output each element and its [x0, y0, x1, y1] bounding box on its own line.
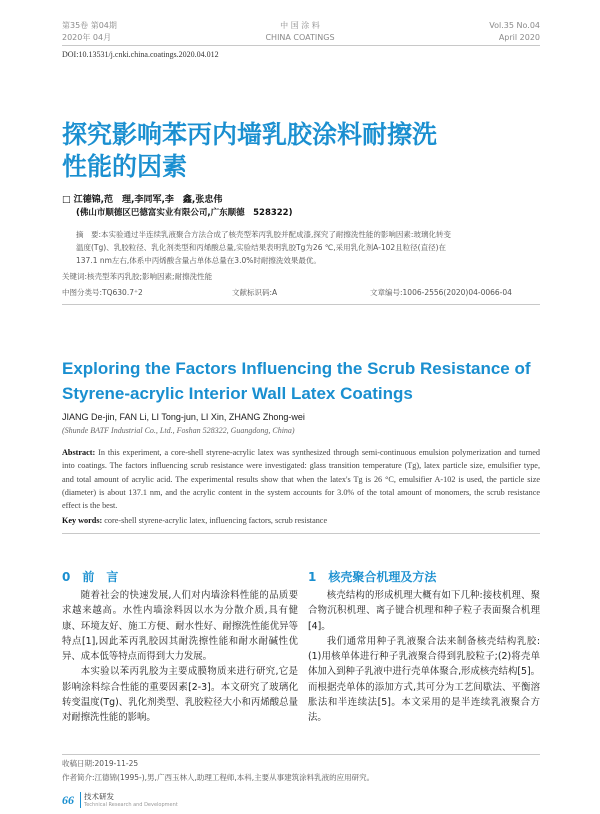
authors-cn: □ 江德锦,范 理,李同军,李 鑫,张忠伟 [62, 195, 223, 205]
abstract-rule [62, 304, 540, 305]
header-vol-issue-cn: 第35卷 第04期 [62, 21, 117, 30]
section-1-heading: 1 核壳聚合机理及方法 [308, 570, 437, 584]
keywords-en [62, 514, 540, 527]
header-journal-cn: 中 国 涂 料 [280, 21, 320, 30]
title-en-line1: Exploring the Factors Influencing the Scrub Resistance of [62, 359, 531, 378]
header-vol-issue-en: Vol.35 No.04 [489, 21, 540, 30]
header-date-en: April 2020 [498, 33, 540, 42]
footer-divider [80, 792, 81, 808]
doi: DOI:10.13531/j.cnki.china.coatings.2020.04.012 [62, 50, 219, 59]
header-journal-en: CHINA COATINGS [265, 33, 335, 42]
article-number: 文章编号:1006-2556(2020)04-0066-04 [370, 288, 512, 297]
title-cn-line2: 性能的因素 [62, 152, 188, 181]
header-date-cn: 2020年 04月 [62, 33, 112, 42]
section-1-paragraph-1: 核壳结构的形成机理大概有如下几种:接枝机理、聚合物沉积机理、离子键合机理和种子粒子表面聚合机理[4]。 [308, 590, 540, 632]
affiliation-en: (Shunde BATF Industrial Co., Ltd., Foshan 528322, Guangdong, China) [62, 426, 295, 435]
footer-journal-en: Technical Research and Development [84, 802, 178, 808]
title-en-line2: Styrene-acrylic Interior Wall Latex Coatings [62, 384, 413, 403]
abstract-cn-line2: 温度(Tg)、乳胶粒径、乳化剂类型和丙烯酸总量,实验结果表明乳胶Tg为26 ℃,采用乳化剂A-102且粒径(直径)在 [76, 243, 446, 252]
authors-en: JIANG De-jin, FAN Li, LI Tong-jun, LI Xin, ZHANG Zhong-wei [62, 412, 305, 422]
title-cn-line1: 探究影响苯丙内墙乳胶涂料耐擦洗 [62, 120, 438, 149]
keywords-cn: 关键词:核壳型苯丙乳胶;影响因素;耐擦洗性能 [62, 272, 213, 281]
keywords-en-text: core-shell styrene-acrylic latex, influencing factors, scrub resistance [104, 516, 328, 525]
author-bio: 作者简介:江德锦(1995-),男,广西玉林人,助理工程师,本科,主要从事建筑涂料乳液的应用研究。 [62, 773, 375, 782]
abstract-en-text: In this experiment, a core-shell styrene-acrylic latex was synthesized through semi-continuous emulsion polymerization and turned into coatings. The factors influencing scrub resistance were investigated: glass transition temperature (Tg), latex particle size, emulsifier type, and total amount of acrylic acid. The experimental results show that when the latex's Tg is 26 °C, emulsifier A-102 is used, the particle size (diameter) is about 137.1 nm, and the acrylic content in the system accounts for 3.0% of the total amount of monomers, the scrub resistance effect is the best. [62, 448, 540, 511]
header-rule [62, 45, 540, 46]
keywords-en-label: Key words: [62, 516, 103, 525]
abstract-cn [76, 228, 546, 267]
abstract-cn-line3: 137.1 nm左右,体系中丙烯酸含量占单体总量在3.0%时耐擦洗效果最优。 [76, 256, 321, 265]
section-0-heading: 0 前 言 [62, 570, 119, 584]
abstract-en [62, 446, 540, 512]
section-1-body [308, 588, 540, 726]
clc-number: 中图分类号:TQ630.7⁺2 [62, 288, 143, 297]
footer-journal-cn: 技术研发 [84, 792, 114, 801]
section-0-body [62, 588, 298, 726]
footnote-rule [62, 754, 540, 755]
section-0-paragraph-2: 本实验以苯丙乳胶为主要成膜物质来进行研究,它是影响涂料综合性能的重要因素[2-3]。本文研究了玻璃化转变温度(Tg)、乳化剂类型、乳胶粒径大小和丙烯酸总量对耐擦洗性能的影响。 [62, 666, 298, 724]
affiliation-cn: (佛山市顺德区巴德富实业有限公司,广东顺德 528322) [76, 208, 293, 218]
section-0-paragraph-1: 随着社会的快速发展,人们对内墙涂料性能的品质要求越来越高。水性内墙涂料因以水为分散介质,具有健康、环境友好、施工方便、耐水性好、耐擦洗性能优异等特点[1],因此苯丙乳胶因其耐洗擦性能和耐水耐碱性优异、成本低等特点而得到大力发展。 [62, 590, 298, 663]
abstract-cn-label: 摘 要: [76, 230, 102, 239]
abstract-cn-line1: 本实验通过半连续乳液聚合方法合成了核壳型苯丙乳胶并配成漆,探究了耐擦洗性能的影响因素:玻璃化转变 [101, 230, 451, 239]
keywords-rule [62, 533, 540, 534]
abstract-en-label: Abstract: [62, 448, 96, 457]
page-number: 66 [62, 793, 74, 807]
document-code: 文献标识码:A [232, 288, 278, 297]
received-date: 收稿日期:2019-11-25 [62, 759, 139, 768]
section-1-paragraph-2: 我们通常用种子乳液聚合法来制备核壳结构乳胶:(1)用核单体进行种子乳液聚合得到乳胶粒子;(2)将壳单体加入到种子乳液中进行壳单体聚合,形成核壳结构[5]。而根据壳单体的添加方式,其可分为工艺间歇法、平衡溶胀法和半连续法[5]。本文采用的是半连续乳液聚合方法。 [308, 635, 540, 724]
